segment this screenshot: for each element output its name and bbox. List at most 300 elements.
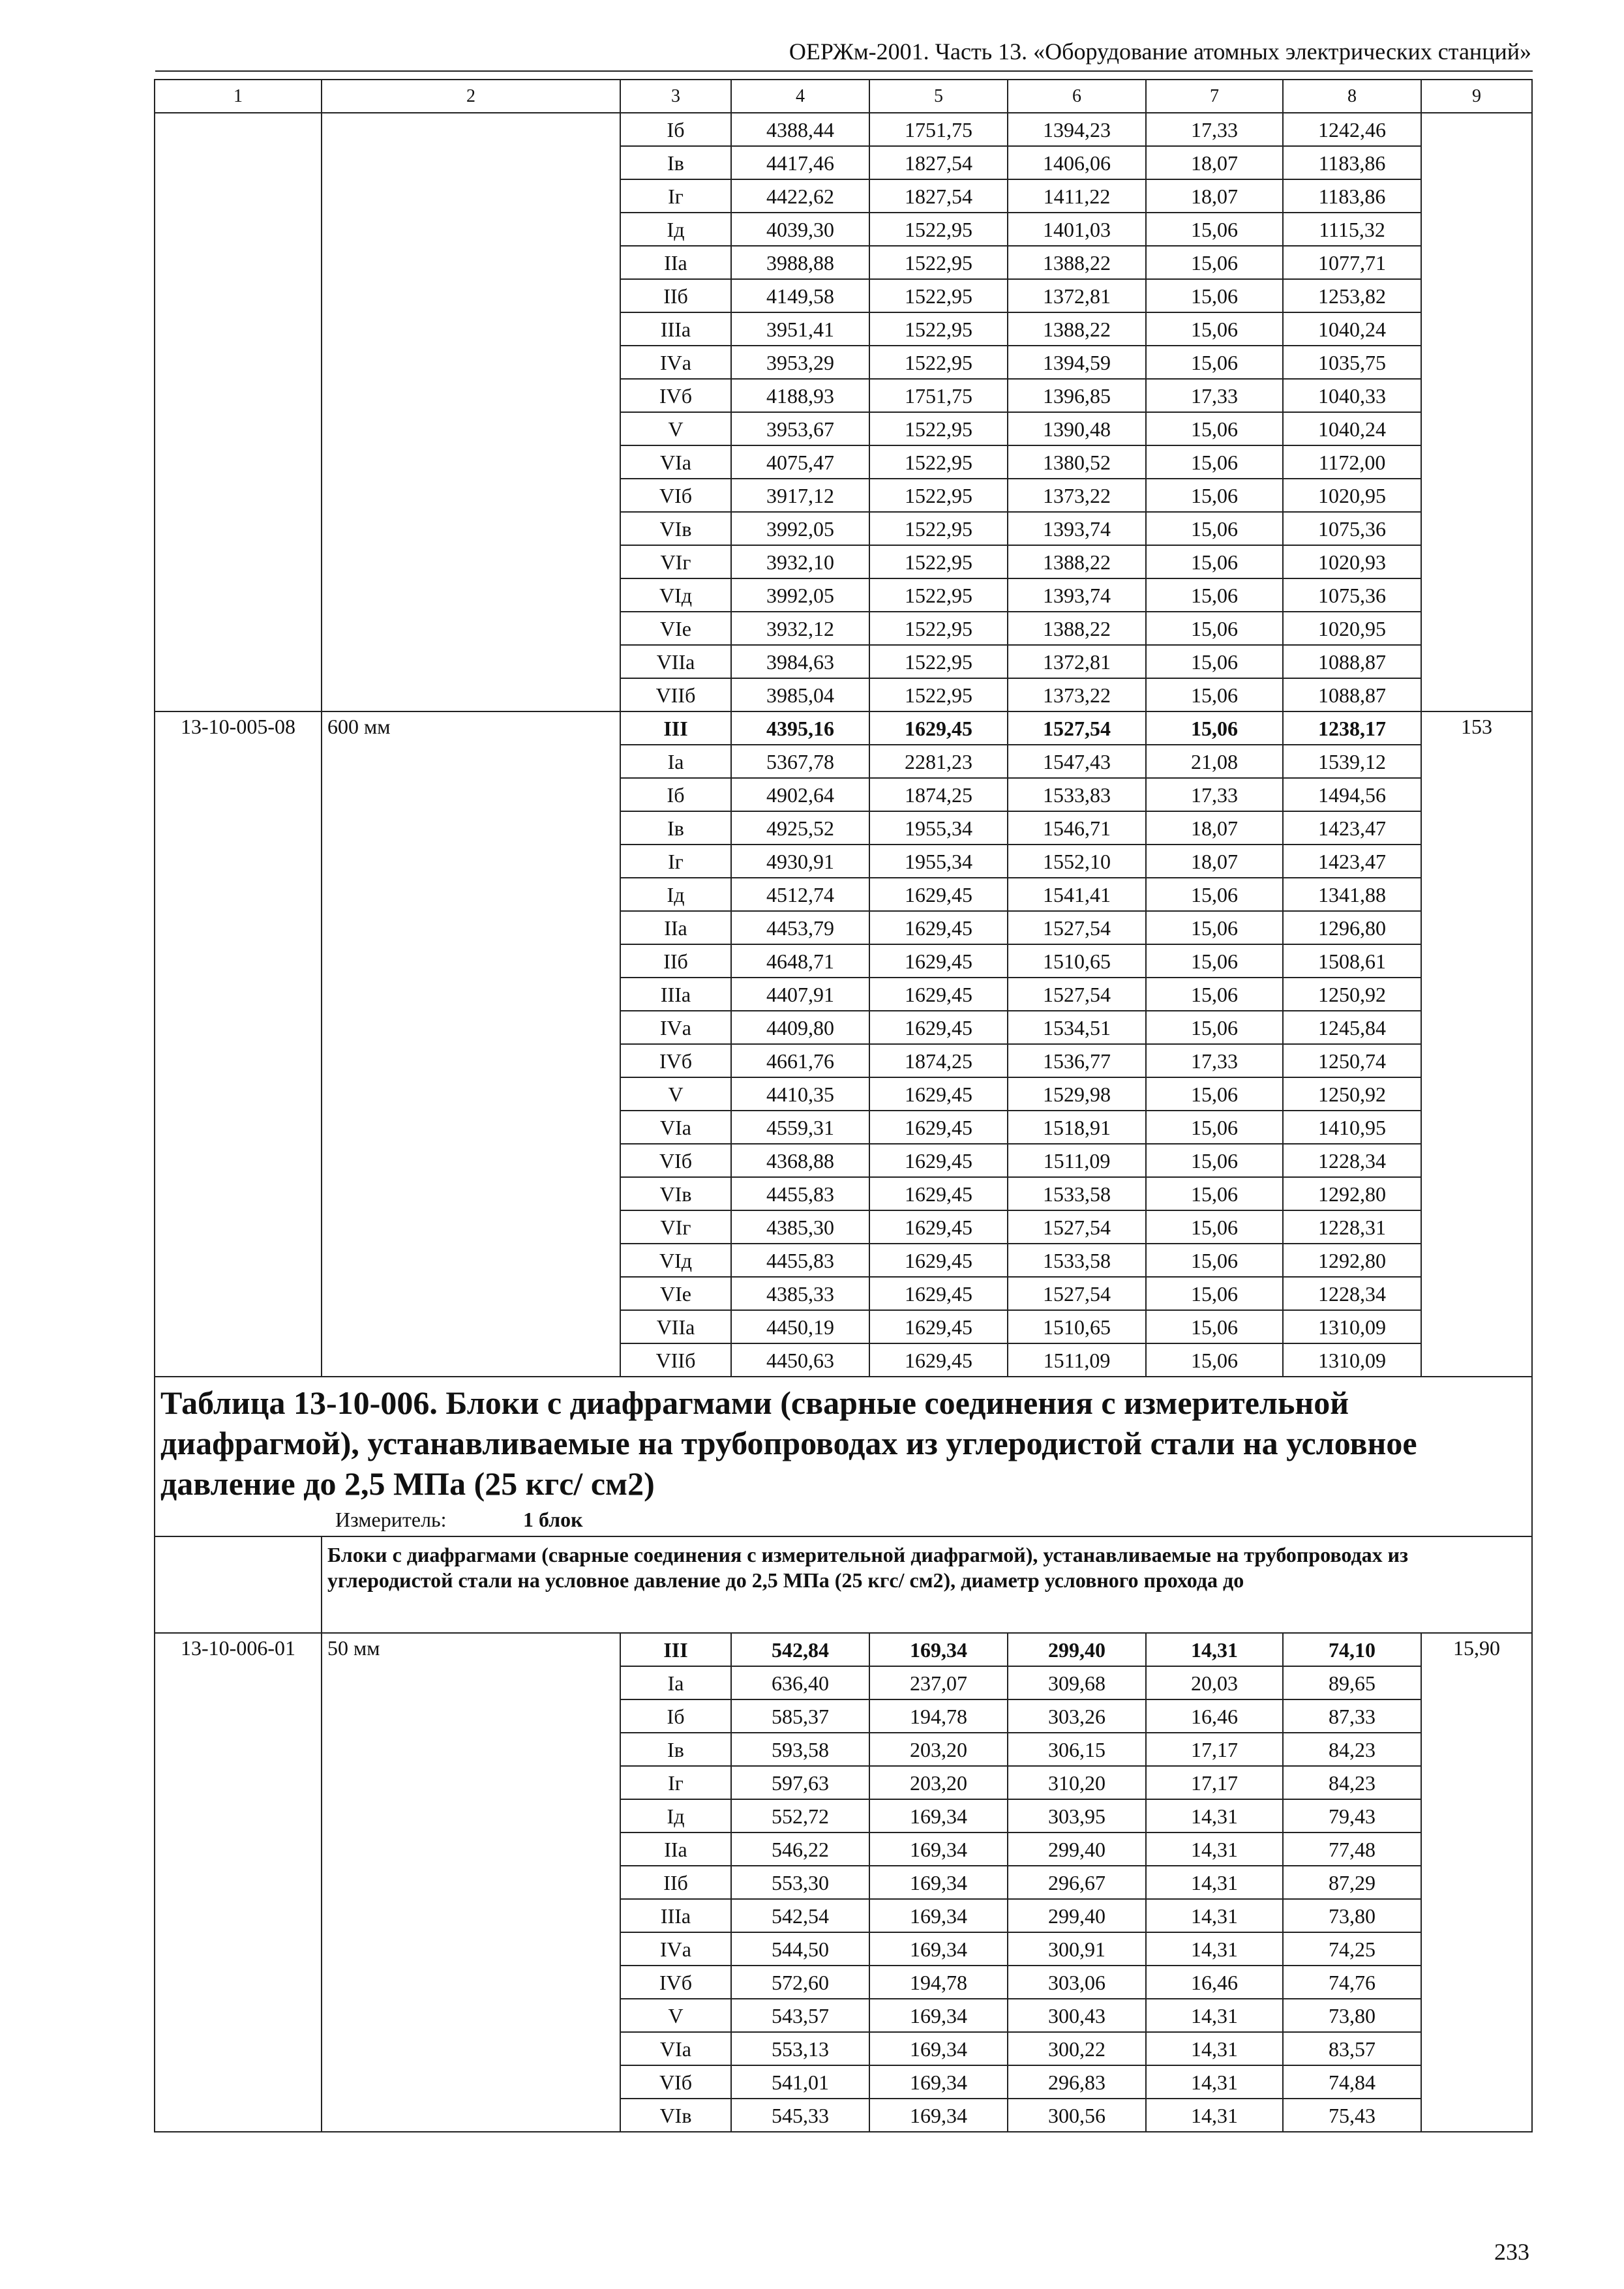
value-cell: 1522,95 (869, 645, 1008, 678)
value-cell: 4559,31 (731, 1111, 869, 1144)
item-name (322, 113, 620, 711)
zone-cell: III (620, 711, 731, 745)
labor-total (1421, 113, 1532, 711)
value-cell: 15,06 (1146, 512, 1283, 545)
value-cell: 3988,88 (731, 246, 869, 279)
zone-cell: VIд (620, 1244, 731, 1277)
value-cell: 542,54 (731, 1899, 869, 1932)
table-title-cell (155, 1377, 1532, 1536)
zone-cell: VIIб (620, 678, 731, 711)
zone-cell: IIб (620, 944, 731, 978)
value-cell: 1518,91 (1008, 1111, 1146, 1144)
zone-cell: VIа (620, 1111, 731, 1144)
zone-cell: Iб (620, 1699, 731, 1733)
value-cell: 306,15 (1008, 1733, 1146, 1766)
value-cell: 1539,12 (1283, 745, 1421, 778)
value-cell: 1253,82 (1283, 279, 1421, 312)
value-cell: 593,58 (731, 1733, 869, 1766)
value-cell: 74,25 (1283, 1932, 1421, 1966)
value-cell: 1508,61 (1283, 944, 1421, 978)
value-cell: 15,06 (1146, 1011, 1283, 1044)
zone-cell: VIIа (620, 645, 731, 678)
value-cell: 14,31 (1146, 1999, 1283, 2032)
value-cell: 17,33 (1146, 379, 1283, 412)
zone-cell: VIд (620, 578, 731, 612)
value-cell: 1629,45 (869, 1277, 1008, 1310)
description-empty-cell (155, 1536, 322, 1633)
value-cell: 1373,22 (1008, 678, 1146, 711)
zone-cell: VIв (620, 512, 731, 545)
value-cell: 15,06 (1146, 412, 1283, 445)
value-cell: 1527,54 (1008, 978, 1146, 1011)
value-cell: 4648,71 (731, 944, 869, 978)
value-cell: 1183,86 (1283, 146, 1421, 179)
value-cell: 1423,47 (1283, 845, 1421, 878)
value-cell: 4512,74 (731, 878, 869, 911)
value-cell: 1035,75 (1283, 346, 1421, 379)
value-cell: 4409,80 (731, 1011, 869, 1044)
value-cell: 1183,86 (1283, 179, 1421, 213)
value-cell: 1751,75 (869, 379, 1008, 412)
value-cell: 636,40 (731, 1666, 869, 1699)
value-cell: 309,68 (1008, 1666, 1146, 1699)
page-number: 233 (1494, 2239, 1529, 2265)
value-cell: 1115,32 (1283, 213, 1421, 246)
value-cell: 3932,10 (731, 545, 869, 578)
value-cell: 15,06 (1146, 612, 1283, 645)
value-cell: 15,06 (1146, 944, 1283, 978)
value-cell: 1310,09 (1283, 1310, 1421, 1343)
value-cell: 74,84 (1283, 2065, 1421, 2099)
value-cell: 1511,09 (1008, 1343, 1146, 1377)
value-cell: 16,46 (1146, 1966, 1283, 1999)
value-cell: 18,07 (1146, 146, 1283, 179)
value-cell: 1629,45 (869, 944, 1008, 978)
value-cell: 4410,35 (731, 1077, 869, 1111)
value-cell: 1629,45 (869, 1011, 1008, 1044)
value-cell: 1411,22 (1008, 179, 1146, 213)
value-cell: 77,48 (1283, 1833, 1421, 1866)
value-cell: 1522,95 (869, 412, 1008, 445)
value-cell: 14,31 (1146, 1833, 1283, 1866)
value-cell: 203,20 (869, 1733, 1008, 1766)
value-cell: 4455,83 (731, 1177, 869, 1210)
zone-cell: VIIа (620, 1310, 731, 1343)
value-cell: 14,31 (1146, 1932, 1283, 1966)
value-cell: 1040,24 (1283, 312, 1421, 346)
value-cell: 74,76 (1283, 1966, 1421, 1999)
value-cell: 15,06 (1146, 312, 1283, 346)
value-cell: 4925,52 (731, 811, 869, 845)
value-cell: 18,07 (1146, 179, 1283, 213)
zone-cell: VIа (620, 445, 731, 479)
zone-cell: Iд (620, 1799, 731, 1833)
value-cell: 303,95 (1008, 1799, 1146, 1833)
zone-cell: IIIа (620, 1899, 731, 1932)
value-cell: 4395,16 (731, 711, 869, 745)
value-cell: 1394,59 (1008, 346, 1146, 379)
zone-cell: IIа (620, 1833, 731, 1866)
value-cell: 169,34 (869, 1833, 1008, 1866)
zone-cell: IVб (620, 1044, 731, 1077)
value-cell: 1250,92 (1283, 978, 1421, 1011)
value-cell: 1020,95 (1283, 612, 1421, 645)
value-cell: 1533,58 (1008, 1244, 1146, 1277)
value-cell: 73,80 (1283, 1999, 1421, 2032)
rate-code (155, 113, 322, 711)
value-cell: 541,01 (731, 2065, 869, 2099)
value-cell: 169,34 (869, 1899, 1008, 1932)
value-cell: 4039,30 (731, 213, 869, 246)
value-cell: 1527,54 (1008, 1210, 1146, 1244)
zone-cell: VIб (620, 2065, 731, 2099)
value-cell: 16,46 (1146, 1699, 1283, 1733)
value-cell: 1511,09 (1008, 1144, 1146, 1177)
zone-cell: VIб (620, 1144, 731, 1177)
value-cell: 15,06 (1146, 1111, 1283, 1144)
value-cell: 3984,63 (731, 645, 869, 678)
value-cell: 15,06 (1146, 1210, 1283, 1244)
zone-cell: Iа (620, 1666, 731, 1699)
value-cell: 1040,24 (1283, 412, 1421, 445)
value-cell: 75,43 (1283, 2099, 1421, 2132)
value-cell: 1533,58 (1008, 1177, 1146, 1210)
labor-total: 15,90 (1421, 1633, 1532, 2132)
column-header: 2 (322, 80, 620, 113)
value-cell: 1522,95 (869, 578, 1008, 612)
value-cell: 4455,83 (731, 1244, 869, 1277)
value-cell: 1522,95 (869, 246, 1008, 279)
meter-value: 1 блок (523, 1508, 583, 1531)
table-row (155, 711, 1532, 745)
column-header: 6 (1008, 80, 1146, 113)
zone-cell: Iг (620, 1766, 731, 1799)
value-cell: 1629,45 (869, 1310, 1008, 1343)
value-cell: 1292,80 (1283, 1177, 1421, 1210)
item-name: 50 мм (322, 1633, 620, 2132)
column-header: 4 (731, 80, 869, 113)
value-cell: 2281,23 (869, 745, 1008, 778)
value-cell: 1751,75 (869, 113, 1008, 146)
value-cell: 1547,43 (1008, 745, 1146, 778)
value-cell: 15,06 (1146, 1343, 1283, 1377)
value-cell: 4188,93 (731, 379, 869, 412)
value-cell: 1629,45 (869, 878, 1008, 911)
value-cell: 1423,47 (1283, 811, 1421, 845)
value-cell: 1522,95 (869, 312, 1008, 346)
zone-cell: VIе (620, 612, 731, 645)
zone-cell: Iг (620, 845, 731, 878)
value-cell: 169,34 (869, 1999, 1008, 2032)
value-cell: 4930,91 (731, 845, 869, 878)
value-cell: 14,31 (1146, 1799, 1283, 1833)
value-cell: 3951,41 (731, 312, 869, 346)
value-cell: 1394,23 (1008, 113, 1146, 146)
value-cell: 169,34 (869, 2099, 1008, 2132)
value-cell: 5367,78 (731, 745, 869, 778)
value-cell: 4385,30 (731, 1210, 869, 1244)
value-cell: 14,31 (1146, 2065, 1283, 2099)
value-cell: 1629,45 (869, 1244, 1008, 1277)
value-cell: 303,26 (1008, 1699, 1146, 1733)
value-cell: 15,06 (1146, 911, 1283, 944)
value-cell: 1388,22 (1008, 312, 1146, 346)
value-cell: 597,63 (731, 1766, 869, 1799)
value-cell: 15,06 (1146, 246, 1283, 279)
value-cell: 1390,48 (1008, 412, 1146, 445)
value-cell: 14,31 (1146, 1866, 1283, 1899)
value-cell: 87,33 (1283, 1699, 1421, 1733)
value-cell: 4453,79 (731, 911, 869, 944)
value-cell: 1410,95 (1283, 1111, 1421, 1144)
table-row (155, 113, 1532, 146)
value-cell: 1250,92 (1283, 1077, 1421, 1111)
value-cell: 17,33 (1146, 778, 1283, 811)
value-cell: 169,34 (869, 1799, 1008, 1833)
value-cell: 1393,74 (1008, 512, 1146, 545)
value-cell: 1292,80 (1283, 1244, 1421, 1277)
value-cell: 1629,45 (869, 978, 1008, 1011)
rates-table (154, 79, 1533, 2132)
value-cell: 299,40 (1008, 1633, 1146, 1666)
value-cell: 572,60 (731, 1966, 869, 1999)
value-cell: 1629,45 (869, 1077, 1008, 1111)
value-cell: 15,06 (1146, 1177, 1283, 1210)
value-cell: 1228,31 (1283, 1210, 1421, 1244)
value-cell: 83,57 (1283, 2032, 1421, 2065)
value-cell: 15,06 (1146, 213, 1283, 246)
value-cell: 3932,12 (731, 612, 869, 645)
value-cell: 15,06 (1146, 479, 1283, 512)
value-cell: 15,06 (1146, 1144, 1283, 1177)
zone-cell: VIб (620, 479, 731, 512)
value-cell: 237,07 (869, 1666, 1008, 1699)
description-row (155, 1536, 1532, 1633)
value-cell: 79,43 (1283, 1799, 1421, 1833)
value-cell: 1874,25 (869, 1044, 1008, 1077)
value-cell: 4385,33 (731, 1277, 869, 1310)
value-cell: 1522,95 (869, 346, 1008, 379)
value-cell: 1529,98 (1008, 1077, 1146, 1111)
value-cell: 1388,22 (1008, 246, 1146, 279)
column-header-row (155, 80, 1532, 113)
value-cell: 15,06 (1146, 878, 1283, 911)
value-cell: 1372,81 (1008, 279, 1146, 312)
value-cell: 1629,45 (869, 1144, 1008, 1177)
value-cell: 1522,95 (869, 545, 1008, 578)
value-cell: 87,29 (1283, 1866, 1421, 1899)
value-cell: 1629,45 (869, 1343, 1008, 1377)
value-cell: 1088,87 (1283, 645, 1421, 678)
column-header: 8 (1283, 80, 1421, 113)
value-cell: 1533,83 (1008, 778, 1146, 811)
value-cell: 89,65 (1283, 1666, 1421, 1699)
value-cell: 15,06 (1146, 711, 1283, 745)
value-cell: 169,34 (869, 2065, 1008, 2099)
zone-cell: IIа (620, 246, 731, 279)
value-cell: 1373,22 (1008, 479, 1146, 512)
value-cell: 1534,51 (1008, 1011, 1146, 1044)
zone-cell: IIIа (620, 978, 731, 1011)
table-row (155, 1633, 1532, 1666)
value-cell: 1955,34 (869, 811, 1008, 845)
zone-cell: Iг (620, 179, 731, 213)
zone-cell: VIг (620, 1210, 731, 1244)
rate-code: 13-10-005-08 (155, 711, 322, 1377)
value-cell: 1629,45 (869, 1111, 1008, 1144)
value-cell: 1396,85 (1008, 379, 1146, 412)
value-cell: 169,34 (869, 1633, 1008, 1666)
value-cell: 1874,25 (869, 778, 1008, 811)
value-cell: 1546,71 (1008, 811, 1146, 845)
value-cell: 545,33 (731, 2099, 869, 2132)
value-cell: 84,23 (1283, 1766, 1421, 1799)
value-cell: 1552,10 (1008, 845, 1146, 878)
zone-cell: Iв (620, 1733, 731, 1766)
value-cell: 4388,44 (731, 113, 869, 146)
running-header: ОЕРЖм-2001. Часть 13. «Оборудование атомных электрических станций» (789, 38, 1531, 65)
value-cell: 1380,52 (1008, 445, 1146, 479)
value-cell: 1629,45 (869, 711, 1008, 745)
value-cell: 542,84 (731, 1633, 869, 1666)
value-cell: 1077,71 (1283, 246, 1421, 279)
value-cell: 15,06 (1146, 279, 1283, 312)
value-cell: 15,06 (1146, 578, 1283, 612)
value-cell: 303,06 (1008, 1966, 1146, 1999)
value-cell: 17,17 (1146, 1766, 1283, 1799)
value-cell: 585,37 (731, 1699, 869, 1733)
value-cell: 3985,04 (731, 678, 869, 711)
zone-cell: IVа (620, 1932, 731, 1966)
value-cell: 169,34 (869, 1866, 1008, 1899)
value-cell: 20,03 (1146, 1666, 1283, 1699)
value-cell: 3992,05 (731, 578, 869, 612)
value-cell: 4450,19 (731, 1310, 869, 1343)
value-cell: 1827,54 (869, 146, 1008, 179)
zone-cell: Iд (620, 878, 731, 911)
column-header: 1 (155, 80, 322, 113)
zone-cell: IIIа (620, 312, 731, 346)
value-cell: 1527,54 (1008, 711, 1146, 745)
value-cell: 203,20 (869, 1766, 1008, 1799)
value-cell: 18,07 (1146, 811, 1283, 845)
value-cell: 3953,67 (731, 412, 869, 445)
zone-cell: V (620, 1077, 731, 1111)
value-cell: 1629,45 (869, 911, 1008, 944)
value-cell: 310,20 (1008, 1766, 1146, 1799)
value-cell: 14,31 (1146, 2099, 1283, 2132)
value-cell: 1172,00 (1283, 445, 1421, 479)
value-cell: 1522,95 (869, 445, 1008, 479)
zone-cell: VIв (620, 2099, 731, 2132)
value-cell: 1245,84 (1283, 1011, 1421, 1044)
value-cell: 300,22 (1008, 2032, 1146, 2065)
value-cell: 1406,06 (1008, 146, 1146, 179)
value-cell: 15,06 (1146, 1277, 1283, 1310)
value-cell: 1040,33 (1283, 379, 1421, 412)
value-cell: 299,40 (1008, 1833, 1146, 1866)
value-cell: 1522,95 (869, 213, 1008, 246)
value-cell: 1075,36 (1283, 512, 1421, 545)
value-cell: 300,91 (1008, 1932, 1146, 1966)
rate-code: 13-10-006-01 (155, 1633, 322, 2132)
value-cell: 3953,29 (731, 346, 869, 379)
value-cell: 1228,34 (1283, 1277, 1421, 1310)
value-cell: 1536,77 (1008, 1044, 1146, 1077)
zone-cell: IVа (620, 1011, 731, 1044)
header-rule (155, 70, 1533, 72)
value-cell: 1541,41 (1008, 878, 1146, 911)
value-cell: 21,08 (1146, 745, 1283, 778)
value-cell: 299,40 (1008, 1899, 1146, 1932)
value-cell: 1020,95 (1283, 479, 1421, 512)
value-cell: 1310,09 (1283, 1343, 1421, 1377)
value-cell: 4902,64 (731, 778, 869, 811)
value-cell: 1393,74 (1008, 578, 1146, 612)
value-cell: 296,83 (1008, 2065, 1146, 2099)
value-cell: 1955,34 (869, 845, 1008, 878)
value-cell: 15,06 (1146, 1310, 1283, 1343)
value-cell: 1510,65 (1008, 944, 1146, 978)
zone-cell: V (620, 1999, 731, 2032)
value-cell: 15,06 (1146, 1244, 1283, 1277)
value-cell: 15,06 (1146, 678, 1283, 711)
value-cell: 3917,12 (731, 479, 869, 512)
zone-cell: VIе (620, 1277, 731, 1310)
labor-total: 153 (1421, 711, 1532, 1377)
value-cell: 1250,74 (1283, 1044, 1421, 1077)
zone-cell: Iб (620, 778, 731, 811)
value-cell: 1372,81 (1008, 645, 1146, 678)
value-cell: 1238,17 (1283, 711, 1421, 745)
zone-cell: Iв (620, 146, 731, 179)
table-title-row (155, 1377, 1532, 1536)
value-cell: 1341,88 (1283, 878, 1421, 911)
value-cell: 73,80 (1283, 1899, 1421, 1932)
zone-cell: Iд (620, 213, 731, 246)
value-cell: 1527,54 (1008, 911, 1146, 944)
value-cell: 17,33 (1146, 113, 1283, 146)
value-cell: 15,06 (1146, 445, 1283, 479)
value-cell: 1388,22 (1008, 612, 1146, 645)
value-cell: 543,57 (731, 1999, 869, 2032)
value-cell: 300,56 (1008, 2099, 1146, 2132)
item-name: 600 мм (322, 711, 620, 1377)
zone-cell: IVа (620, 346, 731, 379)
column-header: 9 (1421, 80, 1532, 113)
value-cell: 300,43 (1008, 1999, 1146, 2032)
table-title: Таблица 13-10-006. Блоки с диафрагмами (сварные соединения с измерительной диафрагмой), устанавливаемые на трубопроводах из углеродистой стали на условное давление до 2,5 МПа (25 кгс/ см2) (160, 1384, 1417, 1502)
value-cell: 1827,54 (869, 179, 1008, 213)
value-cell: 4149,58 (731, 279, 869, 312)
value-cell: 14,31 (1146, 2032, 1283, 2065)
value-cell: 74,10 (1283, 1633, 1421, 1666)
value-cell: 553,13 (731, 2032, 869, 2065)
meter-line (335, 1509, 1531, 1530)
value-cell: 1242,46 (1283, 113, 1421, 146)
value-cell: 1522,95 (869, 512, 1008, 545)
zone-cell: IIа (620, 911, 731, 944)
column-header: 3 (620, 80, 731, 113)
value-cell: 4417,46 (731, 146, 869, 179)
value-cell: 552,72 (731, 1799, 869, 1833)
zone-cell: VIв (620, 1177, 731, 1210)
value-cell: 4422,62 (731, 179, 869, 213)
zone-cell: IVб (620, 1966, 731, 1999)
value-cell: 1522,95 (869, 612, 1008, 645)
value-cell: 15,06 (1146, 978, 1283, 1011)
zone-cell: VIIб (620, 1343, 731, 1377)
